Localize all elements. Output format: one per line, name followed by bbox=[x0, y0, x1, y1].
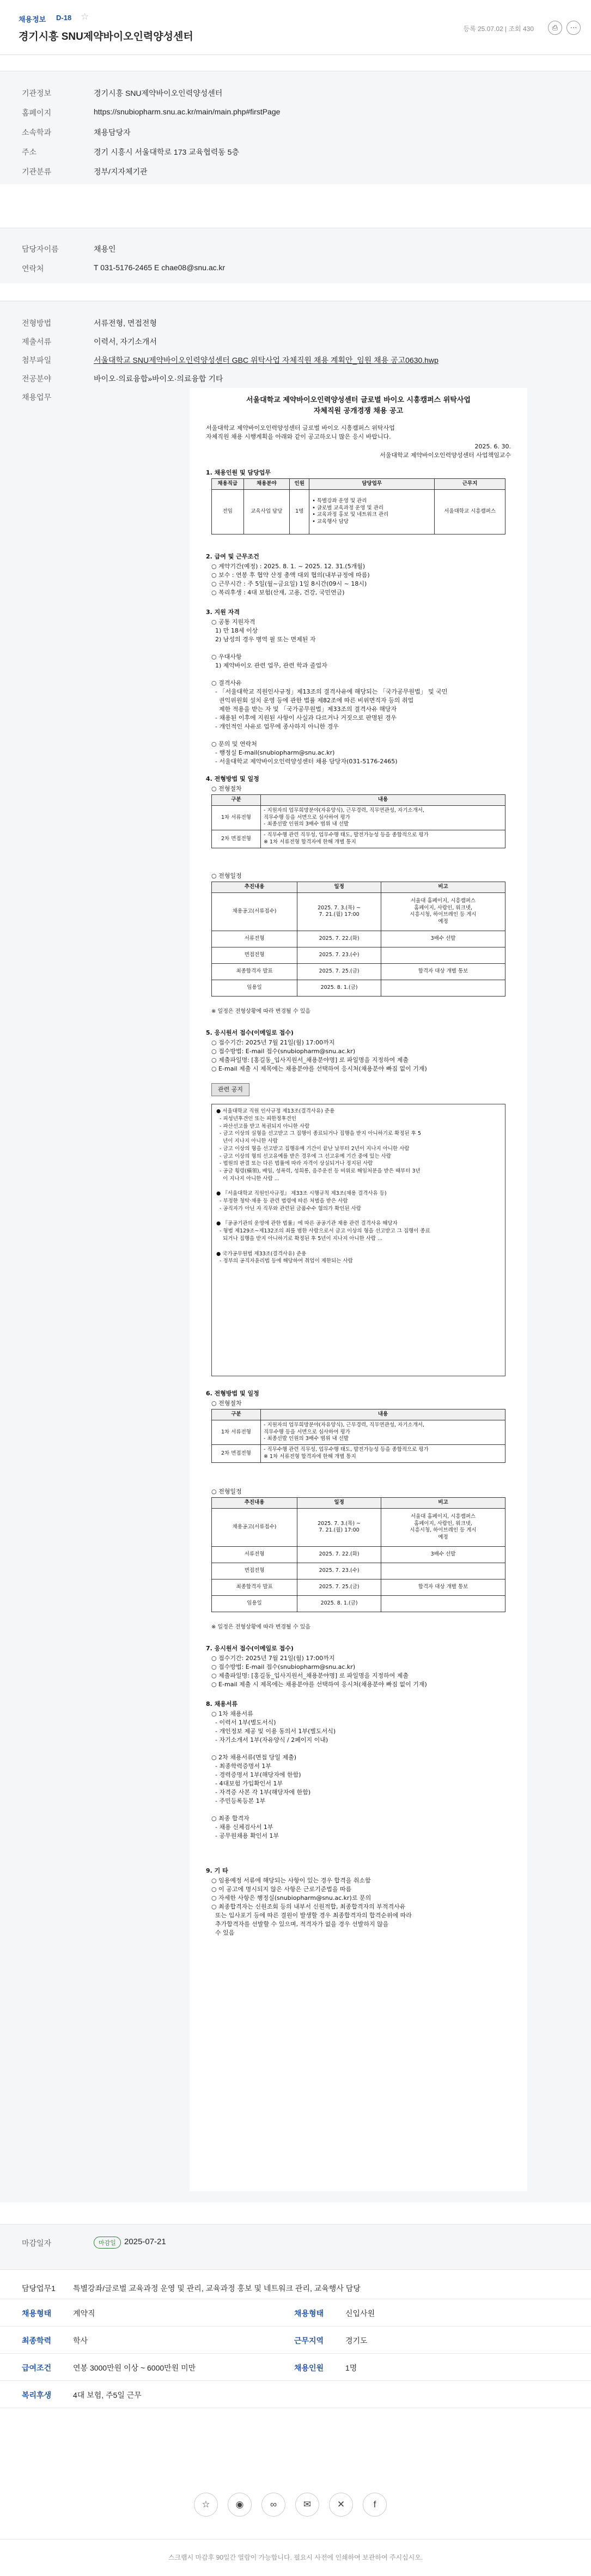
row-label: 첨부파일 bbox=[22, 356, 52, 364]
row-value: 이력서, 자기소개서 bbox=[94, 337, 157, 346]
detail-value: 신입사원 bbox=[345, 2309, 375, 2318]
detail-row bbox=[0, 2299, 591, 2326]
list-line: - 채용된 이후에 지원된 사항이 사실과 다르거나 거짓으로 판명된 경우 bbox=[211, 714, 397, 721]
table-cell: - 직무수행 관련 직무성, 업무수행 태도, 발전가능성 등을 종합적으로 평가 ※ 1차 서류전형 합격자에 한해 개별 통지 bbox=[261, 830, 505, 848]
list-line: ○ 근무시간 : 주 5일(월~금요일) 1일 8시간(09시 ~ 18시) bbox=[211, 580, 367, 587]
table-header: 비고 bbox=[381, 1498, 505, 1509]
doc-intro: 서울대학교 제약바이오인력양성센터 글로벌 바이오 시흥캠퍼스 위탁사업 bbox=[206, 424, 395, 432]
info-row bbox=[0, 333, 591, 349]
table-cell: 2025. 7. 25.(금) bbox=[297, 1579, 381, 1595]
row-value: 특별강좌/글로벌 교육과정 운영 및 관리, 교육과정 홍보 및 네트워크 관리, 교육행사 담당 bbox=[73, 2284, 361, 2293]
process-table bbox=[211, 794, 505, 848]
table-header: 채용직급 bbox=[212, 479, 244, 490]
info-row bbox=[0, 163, 591, 179]
facebook-f-icon[interactable]: f bbox=[363, 2493, 387, 2517]
list-line: ○ 제출파일명: [홍길동_입사지원서_채용분야명] 로 파일명을 지정하여 제출 bbox=[211, 1672, 409, 1679]
table-cell: 서울대 홈페이지, 시흥캠퍼스 홈페이지, 사람인, 워크넷, 시흥시청, 하이브레인 등 게시 예정 bbox=[381, 1508, 505, 1546]
schedule-note: ※ 일정은 전형상황에 따라 변경될 수 있음 bbox=[211, 1624, 311, 1630]
row-label: 채용업무 bbox=[22, 393, 52, 402]
sub-heading: ○ 전형일정 bbox=[211, 1488, 242, 1495]
detail-label: 채용인원 bbox=[294, 2364, 324, 2372]
table-cell: 1차 서류전형 bbox=[212, 1420, 261, 1444]
sub-heading: ○ 전형절차 bbox=[211, 1400, 242, 1407]
table-cell: - 지원자의 업무희망분야(자유양식), 근무경력, 직무연관성, 자기소개서, 직무수행 등을 서면으로 심사하여 평가 - 최종선발 인원의 3배수 범위 내 선발 bbox=[261, 1420, 505, 1444]
list-line: ○ 계약기간(예정) : 2025. 8. 1. ~ 2025. 12. 31.(5개월) bbox=[211, 563, 365, 570]
list-line: 2) 남성의 경우 병역 필 또는 면제된 자 bbox=[211, 636, 316, 643]
row-value: 채용인 bbox=[94, 245, 116, 253]
star-icon[interactable]: ☆ bbox=[194, 2493, 218, 2517]
disqualification-notice-box: ● 서울대학교 직원 인사규정 제13조(결격사유) 준용 - 피성년후견인 또는 피한정후견인 - 파산선고를 받고 복권되지 아니한 사람 - 금고 이상의 실형을 선고받고 그 집행이 종료되거나 집행을 받지 아니하기로 확정된 후 5 년이 지나지 아니한 사람 - 금고 이상의 형을 선고받고 집행유예 기간이 끝난 날부터 2년이 지나지 아니한 사람 - 금고 이상의 형의 선고유예를 받은 경우에 그 선고유예 기간 중에 있는 사람 - 법원의 판결 또는 다른 법률에 따라 자격이 상실되거나 정지된 사람 - 공금 횡령(橫領), 배임, 성폭력, 성희롱, 음주운전 등 비위로 해임처분을 받은 때부터 3년 이 지나지 아니한 사람 ... ● 『서울대학교 직원인사규정』 제33조 시행규칙 제3조(채용 결격사유 등) - 부정한 청탁·채용 등 관련 법령에 따른 처벌을 받은 사람 - 공직자가 아닌 자 직무와 관련된 금품수수 혐의가 확인된 사람 ● 『공공기관의 운영에 관한 법률』에 따른 공공기관 채용 관련 결격사유 해당자 - 형법 제129조~제132조의 죄를 범한 사람으로서 금고 이상의 형을 선고받고 그 집행이 종료 되거나 집행을 받지 아니하기로 확정된 후 5년이 지나지 아니한 사람 ... ● 국가공무원법 제33조(결격사유) 준용 - 정부의 공직자윤리법 등에 해당하여 취업이 제한되는 사람 bbox=[211, 1104, 505, 1376]
schedule-table-2 bbox=[211, 1497, 505, 1612]
doc-subtitle: 자체직원 공개경쟁 채용 공고 bbox=[313, 407, 404, 415]
info-row bbox=[0, 260, 591, 276]
table-cell: • 특별강좌 운영 및 관리 • 글로벌 교육과정 운영 및 관리 • 교육과정 홍보 및 네트워크 관리 • 교육행사 담당 bbox=[309, 489, 435, 534]
table-header: 구분 bbox=[212, 1409, 261, 1420]
list-line: ○ 우대사항 bbox=[211, 653, 242, 660]
list-line: ○ 문의 및 연락처 bbox=[211, 740, 257, 748]
duty-row bbox=[0, 2276, 591, 2299]
section-heading: 5. 응시원서 접수(이메일로 접수) bbox=[206, 1029, 294, 1036]
list-line: - 채용 신체검사서 1부 bbox=[211, 1824, 273, 1831]
table-cell: 2차 면접전형 bbox=[212, 830, 261, 848]
share-bar bbox=[0, 2486, 591, 2524]
list-line: ○ 자세한 사항은 행정실(snubiopharm@snu.ac.kr)로 문의 bbox=[211, 1894, 371, 1901]
table-cell bbox=[381, 1563, 505, 1579]
deadline-row bbox=[0, 2224, 591, 2270]
section-heading: 4. 전형방법 및 일정 bbox=[206, 775, 259, 782]
table-header: 인원 bbox=[290, 479, 309, 490]
org-info-section bbox=[0, 71, 591, 184]
table-cell: 서류전형 bbox=[212, 1546, 297, 1563]
section-heading: 3. 지원 자격 bbox=[206, 609, 240, 616]
table-cell: 3배수 선발 bbox=[381, 931, 505, 947]
table-cell: 전임 bbox=[212, 489, 244, 534]
table-cell: 2025. 8. 1.(금) bbox=[297, 1595, 381, 1612]
detail-value: 4대 보험, 주5일 근무 bbox=[73, 2391, 142, 2399]
table-cell: 2025. 7. 25.(금) bbox=[297, 963, 381, 980]
list-line: - 이력서 1부(별도서식) bbox=[211, 1719, 276, 1726]
list-line: 1) 제약바이오 관련 업무, 관련 학과 졸업자 bbox=[211, 662, 327, 669]
list-line: - 자격증 사본 각 1부(해당자에 한함) bbox=[211, 1789, 311, 1796]
table-header: 내용 bbox=[261, 795, 505, 806]
list-line: ○ 2차 채용서류(면접 당일 제출) bbox=[211, 1754, 297, 1761]
table-cell: 3배수 선발 bbox=[381, 1546, 505, 1563]
table-cell: 2차 면접전형 bbox=[212, 1445, 261, 1463]
list-line: ○ 접수기간: 2025년 7월 21일(월) 17:00까지 bbox=[211, 1039, 335, 1046]
sub-heading: ○ 전형절차 bbox=[211, 785, 242, 792]
list-line: - 개인적인 사유로 업무에 종사하지 아니한 경우 bbox=[211, 723, 339, 730]
info-row bbox=[0, 84, 591, 101]
table-cell: - 지원자의 업무희망분야(자유양식), 근무경력, 직무연관성, 자기소개서, 직무수행 등을 서면으로 심사하여 평가 - 최종선발 인원의 3배수 범위 내 선발 bbox=[261, 805, 505, 830]
info-row bbox=[0, 314, 591, 331]
table-cell: 최종합격자 발표 bbox=[212, 963, 297, 980]
list-line: - 개인정보 제공 및 이용 동의서 1부(별도서식) bbox=[211, 1728, 336, 1735]
facebook-icon[interactable]: ✉ bbox=[295, 2493, 319, 2517]
doc-title: 서울대학교 제약바이오인력양성센터 글로벌 바이오 시흥캠퍼스 위탁사업 bbox=[246, 396, 471, 404]
list-line: ○ 결격사유 bbox=[211, 679, 242, 686]
detail-value: 연봉 3000만원 이상 ~ 6000만원 미만 bbox=[73, 2364, 196, 2372]
list-line: - 최종학력증명서 1부 bbox=[211, 1763, 271, 1770]
section-heading: 1. 채용인원 및 담당업무 bbox=[206, 469, 271, 476]
row-value: 정부/지자체기관 bbox=[94, 167, 148, 176]
list-line: 권익위원회 설치 운영 등에 관한 법률 제82조에 따른 비위면직자 등의 취업 bbox=[211, 697, 414, 704]
kakao-icon[interactable]: ◉ bbox=[228, 2493, 252, 2517]
list-line: 또는 입사포기 등에 따른 결원이 발생할 경우 최종합격자의 합격순위에 따라 bbox=[211, 1912, 412, 1919]
detail-label: 근무지역 bbox=[294, 2336, 324, 2345]
row-label: 소속학과 bbox=[22, 128, 52, 137]
doc-signer: 서울대학교 제약바이오인력양성센터 사업책임교수 bbox=[380, 452, 511, 459]
table-header: 일정 bbox=[297, 1498, 381, 1509]
list-line: ○ 복리후생 : 4대 보험(산재, 고용, 건강, 국민연금) bbox=[211, 589, 345, 596]
duty-table bbox=[211, 478, 505, 534]
detail-label: 복리후생 bbox=[22, 2391, 52, 2399]
doc-date: 2025. 6. 30. bbox=[474, 443, 511, 450]
detail-row bbox=[0, 2354, 591, 2381]
row-value: 채용담당자 bbox=[94, 128, 131, 137]
detail-row bbox=[0, 2326, 591, 2354]
detail-value: 계약직 bbox=[73, 2309, 95, 2318]
list-line: ○ E-mail 제출 시 제목에는 채용분야를 선택하여 응시처(채용분야 빠짐 없이 기재) bbox=[211, 1065, 427, 1072]
more-icon[interactable]: ⋯ bbox=[566, 21, 581, 35]
list-line: - 서울대학교 제약바이오인력양성센터 채용 담당자(031-5176-2465) bbox=[211, 758, 398, 765]
table-header: 추진내용 bbox=[212, 1498, 297, 1509]
detail-label: 채용형태 bbox=[22, 2309, 52, 2318]
info-row bbox=[0, 143, 591, 160]
attachment-link[interactable] bbox=[94, 355, 438, 366]
job-posting-document bbox=[190, 388, 527, 2191]
table-header: 구분 bbox=[212, 795, 261, 806]
table-cell: 서류전형 bbox=[212, 931, 297, 947]
contact-section bbox=[0, 228, 591, 283]
row-label: 마감일자 bbox=[22, 2239, 52, 2247]
related-notice-button[interactable]: 관련 공지 bbox=[211, 1083, 249, 1096]
star-icon[interactable]: ☆ bbox=[81, 11, 89, 22]
table-header: 담당업무 bbox=[309, 479, 435, 490]
table-cell: 서울대학교 시흥캠퍼스 bbox=[435, 489, 505, 534]
info-row bbox=[0, 351, 591, 368]
list-line: - 자기소개서 1부(자유양식 / 2페이지 이내) bbox=[211, 1736, 328, 1743]
table-cell bbox=[381, 980, 505, 996]
list-line: - 주민등록등본 1부 bbox=[211, 1797, 266, 1805]
list-line: ○ 이 공고에 명시되지 않은 사항은 근로기준법을 따름 bbox=[211, 1886, 352, 1893]
table-cell bbox=[381, 947, 505, 963]
detail-value: 경기도 bbox=[345, 2336, 368, 2345]
list-line: - 경력증명서 1부(해당자에 한함) bbox=[211, 1771, 301, 1778]
process-table-2 bbox=[211, 1409, 505, 1463]
table-cell: 2025. 7. 22.(화) bbox=[297, 931, 381, 947]
table-cell: 채용공고(서류접수) bbox=[212, 892, 297, 931]
table-header: 채용분야 bbox=[243, 479, 290, 490]
table-cell bbox=[381, 1595, 505, 1612]
section-heading: 8. 채용서류 bbox=[206, 1700, 238, 1708]
row-label: 연락처 bbox=[22, 264, 44, 273]
list-line: ○ 접수방법: E-mail 접수(snubiopharm@snu.ac.kr) bbox=[211, 1663, 356, 1670]
list-line: ○ 최종 합격자 bbox=[211, 1815, 249, 1822]
table-cell: 2025. 7. 23.(수) bbox=[297, 947, 381, 963]
row-value: 경기 시흥시 서울대학로 173 교육협력동 5층 bbox=[94, 148, 239, 156]
doc-intro: 자체직원 채용 시행계획을 아래와 같이 공고하오니 많은 응시 바랍니다. bbox=[206, 433, 391, 440]
table-cell: 1명 bbox=[290, 489, 309, 534]
footer-note: 스크랩시 마감후 90일간 열람이 가능합니다. 필요시 사전에 인쇄하여 보관하여 주시십시오. bbox=[0, 2539, 591, 2575]
detail-row bbox=[0, 2381, 591, 2408]
table-cell: 2025. 7. 22.(화) bbox=[297, 1546, 381, 1563]
table-header: 비고 bbox=[381, 882, 505, 893]
table-cell: 최종합격자 발표 bbox=[212, 1579, 297, 1595]
table-header: 내용 bbox=[261, 1409, 505, 1420]
table-header: 추진내용 bbox=[212, 882, 297, 893]
list-line: - 공무원채용 확인서 1부 bbox=[211, 1832, 279, 1839]
link-icon[interactable]: ∞ bbox=[261, 2493, 285, 2517]
list-line: ○ 접수방법: E-mail 접수(snubiopharm@snu.ac.kr) bbox=[211, 1048, 356, 1055]
list-line: ○ 제출파일명: [홍길동_입사지원서_채용분야명] 로 파일명을 지정하여 제출 bbox=[211, 1056, 409, 1064]
table-cell: 면접전형 bbox=[212, 1563, 297, 1579]
table-cell: - 직무수행 관련 직무성, 업무수행 태도, 발전가능성 등을 종합적으로 평가 ※ 1차 서류전형 합격자에 한해 개별 통지 bbox=[261, 1445, 505, 1463]
info-row bbox=[0, 104, 591, 120]
table-cell: 서울대 홈페이지, 시흥캠퍼스 홈페이지, 사람인, 워크넷, 시흥시청, 하이브레인 등 게시 예정 bbox=[381, 892, 505, 931]
table-header: 일정 bbox=[297, 882, 381, 893]
deadline-date: 2025-07-21 bbox=[124, 2237, 166, 2246]
dday-badge: D-18 bbox=[56, 14, 72, 22]
row-label: 전공분야 bbox=[22, 374, 52, 383]
table-cell: 채용공고(서류접수) bbox=[212, 1508, 297, 1546]
section-heading: 6. 전형방법 및 일정 bbox=[206, 1390, 259, 1397]
row-label: 홈페이지 bbox=[22, 108, 52, 117]
list-line: 추가합격자를 선발할 수 있으며, 적격자가 없을 경우 선발하지 않을 bbox=[211, 1921, 389, 1928]
detail-value: 학사 bbox=[73, 2336, 88, 2345]
row-label: 기관분류 bbox=[22, 167, 52, 176]
list-line: 제한 적용을 받는 자 및 「국가공무원법」제33조의 결격사유 해당자 bbox=[211, 706, 397, 713]
row-label: 기관정보 bbox=[22, 89, 52, 98]
attachment-name[interactable]: 서울대학교 SNU제약바이오인력양성센터 GBC 위탁사업 자체직원 채용 계획안_임원 채용 공고0630.hwp bbox=[94, 356, 438, 364]
list-line: 수 있음 bbox=[211, 1929, 235, 1936]
table-cell: 합격자 대상 개별 통보 bbox=[381, 963, 505, 980]
row-value: 바이오·의료융합»바이오·의료융합 기타 bbox=[94, 374, 223, 383]
table-cell: 합격자 대상 개별 통보 bbox=[381, 1579, 505, 1595]
detail-label: 최종학력 bbox=[22, 2336, 52, 2345]
table-cell: 2025. 8. 1.(금) bbox=[297, 980, 381, 996]
detail-label: 채용형태 bbox=[294, 2309, 324, 2318]
list-line: 1) 만 18세 이상 bbox=[211, 627, 258, 634]
list-line: - 행정실 E-mail(snubiopharm@snu.ac.kr) bbox=[211, 749, 335, 756]
list-line: ○ 보수 : 연봉 후 협약 산정 총액 대외 협의(내부규정에 따름) bbox=[211, 572, 370, 579]
row-label: 주소 bbox=[22, 148, 37, 156]
schedule-note: ※ 일정은 전형상황에 따라 변경될 수 있음 bbox=[211, 1008, 311, 1014]
schedule-table bbox=[211, 882, 505, 997]
table-cell: 교육사업 담당 bbox=[243, 489, 290, 534]
row-label: 전형방법 bbox=[22, 319, 52, 327]
table-cell: 2025. 7. 3.(목) ~ 7. 21.(월) 17:00 bbox=[297, 892, 381, 931]
row-label: 담당자이름 bbox=[22, 245, 59, 253]
list-line: ○ 임용예정 서류에 해당되는 사항이 있는 경우 합격을 취소함 bbox=[211, 1877, 371, 1884]
row-label: 담당업무1 bbox=[22, 2284, 56, 2293]
deadline-badge: 마감일 bbox=[94, 2237, 121, 2249]
section-heading: 2. 급여 및 근무조건 bbox=[206, 553, 259, 560]
list-line: - 4대보험 가입확인서 1부 bbox=[211, 1780, 283, 1787]
detail-label: 급여조건 bbox=[22, 2364, 52, 2372]
list-line: ○ 공통 지원자격 bbox=[211, 618, 255, 625]
table-cell: 2025. 7. 23.(수) bbox=[297, 1563, 381, 1579]
list-line: ○ 1차 채용서류 bbox=[211, 1710, 253, 1717]
list-line: ○ E-mail 제출 시 제목에는 채용분야를 선택하여 응시처(채용분야 빠짐 없이 기재) bbox=[211, 1681, 427, 1688]
row-value: T 031-5176-2465 E chae08@snu.ac.kr bbox=[94, 263, 226, 272]
homepage-link[interactable]: https://snubiopharm.snu.ac.kr/main/main.php#firstPage bbox=[94, 107, 281, 116]
table-cell: 임용일 bbox=[212, 980, 297, 996]
page-title: 경기시흥 SNU제약바이오인력양성센터 bbox=[19, 31, 193, 42]
list-line: - 「서울대학교 직원인사규정」제13조의 결격사유에 해당되는 「국가공무원법」 및 국민 bbox=[211, 688, 448, 695]
detail-value: 1명 bbox=[345, 2364, 357, 2372]
row-value: 경기시흥 SNU제약바이오인력양성센터 bbox=[94, 89, 223, 98]
sub-heading: ○ 전형일정 bbox=[211, 872, 242, 879]
list-line: ○ 최종합격자는 신원조회 등의 내부서 신원적합, 최종합격자의 부적격사유 bbox=[211, 1903, 406, 1910]
table-cell: 2025. 7. 3.(목) ~ 7. 21.(월) 17:00 bbox=[297, 1508, 381, 1546]
x-icon[interactable]: ✕ bbox=[329, 2493, 353, 2517]
info-row bbox=[0, 370, 591, 386]
row-label: 제출서류 bbox=[22, 337, 52, 346]
section-heading: 7. 응시원서 접수(이메일로 접수) bbox=[206, 1645, 294, 1652]
section-heading: 9. 기 타 bbox=[206, 1867, 228, 1874]
print-icon[interactable]: ⎙ bbox=[548, 21, 562, 35]
category-label: 채용정보 bbox=[19, 15, 46, 23]
table-cell: 임용일 bbox=[212, 1595, 297, 1612]
post-meta: 등록 25.07.02 | 조회 430 bbox=[463, 25, 534, 33]
info-row bbox=[0, 240, 591, 257]
list-line: ○ 접수기간: 2025년 7월 21일(월) 17:00까지 bbox=[211, 1655, 335, 1662]
info-row bbox=[0, 124, 591, 140]
table-header: 근무지 bbox=[435, 479, 505, 490]
table-cell: 면접전형 bbox=[212, 947, 297, 963]
table-cell: 1차 서류전형 bbox=[212, 805, 261, 830]
row-value: 서류전형, 면접전형 bbox=[94, 319, 157, 327]
page-header bbox=[0, 0, 591, 55]
